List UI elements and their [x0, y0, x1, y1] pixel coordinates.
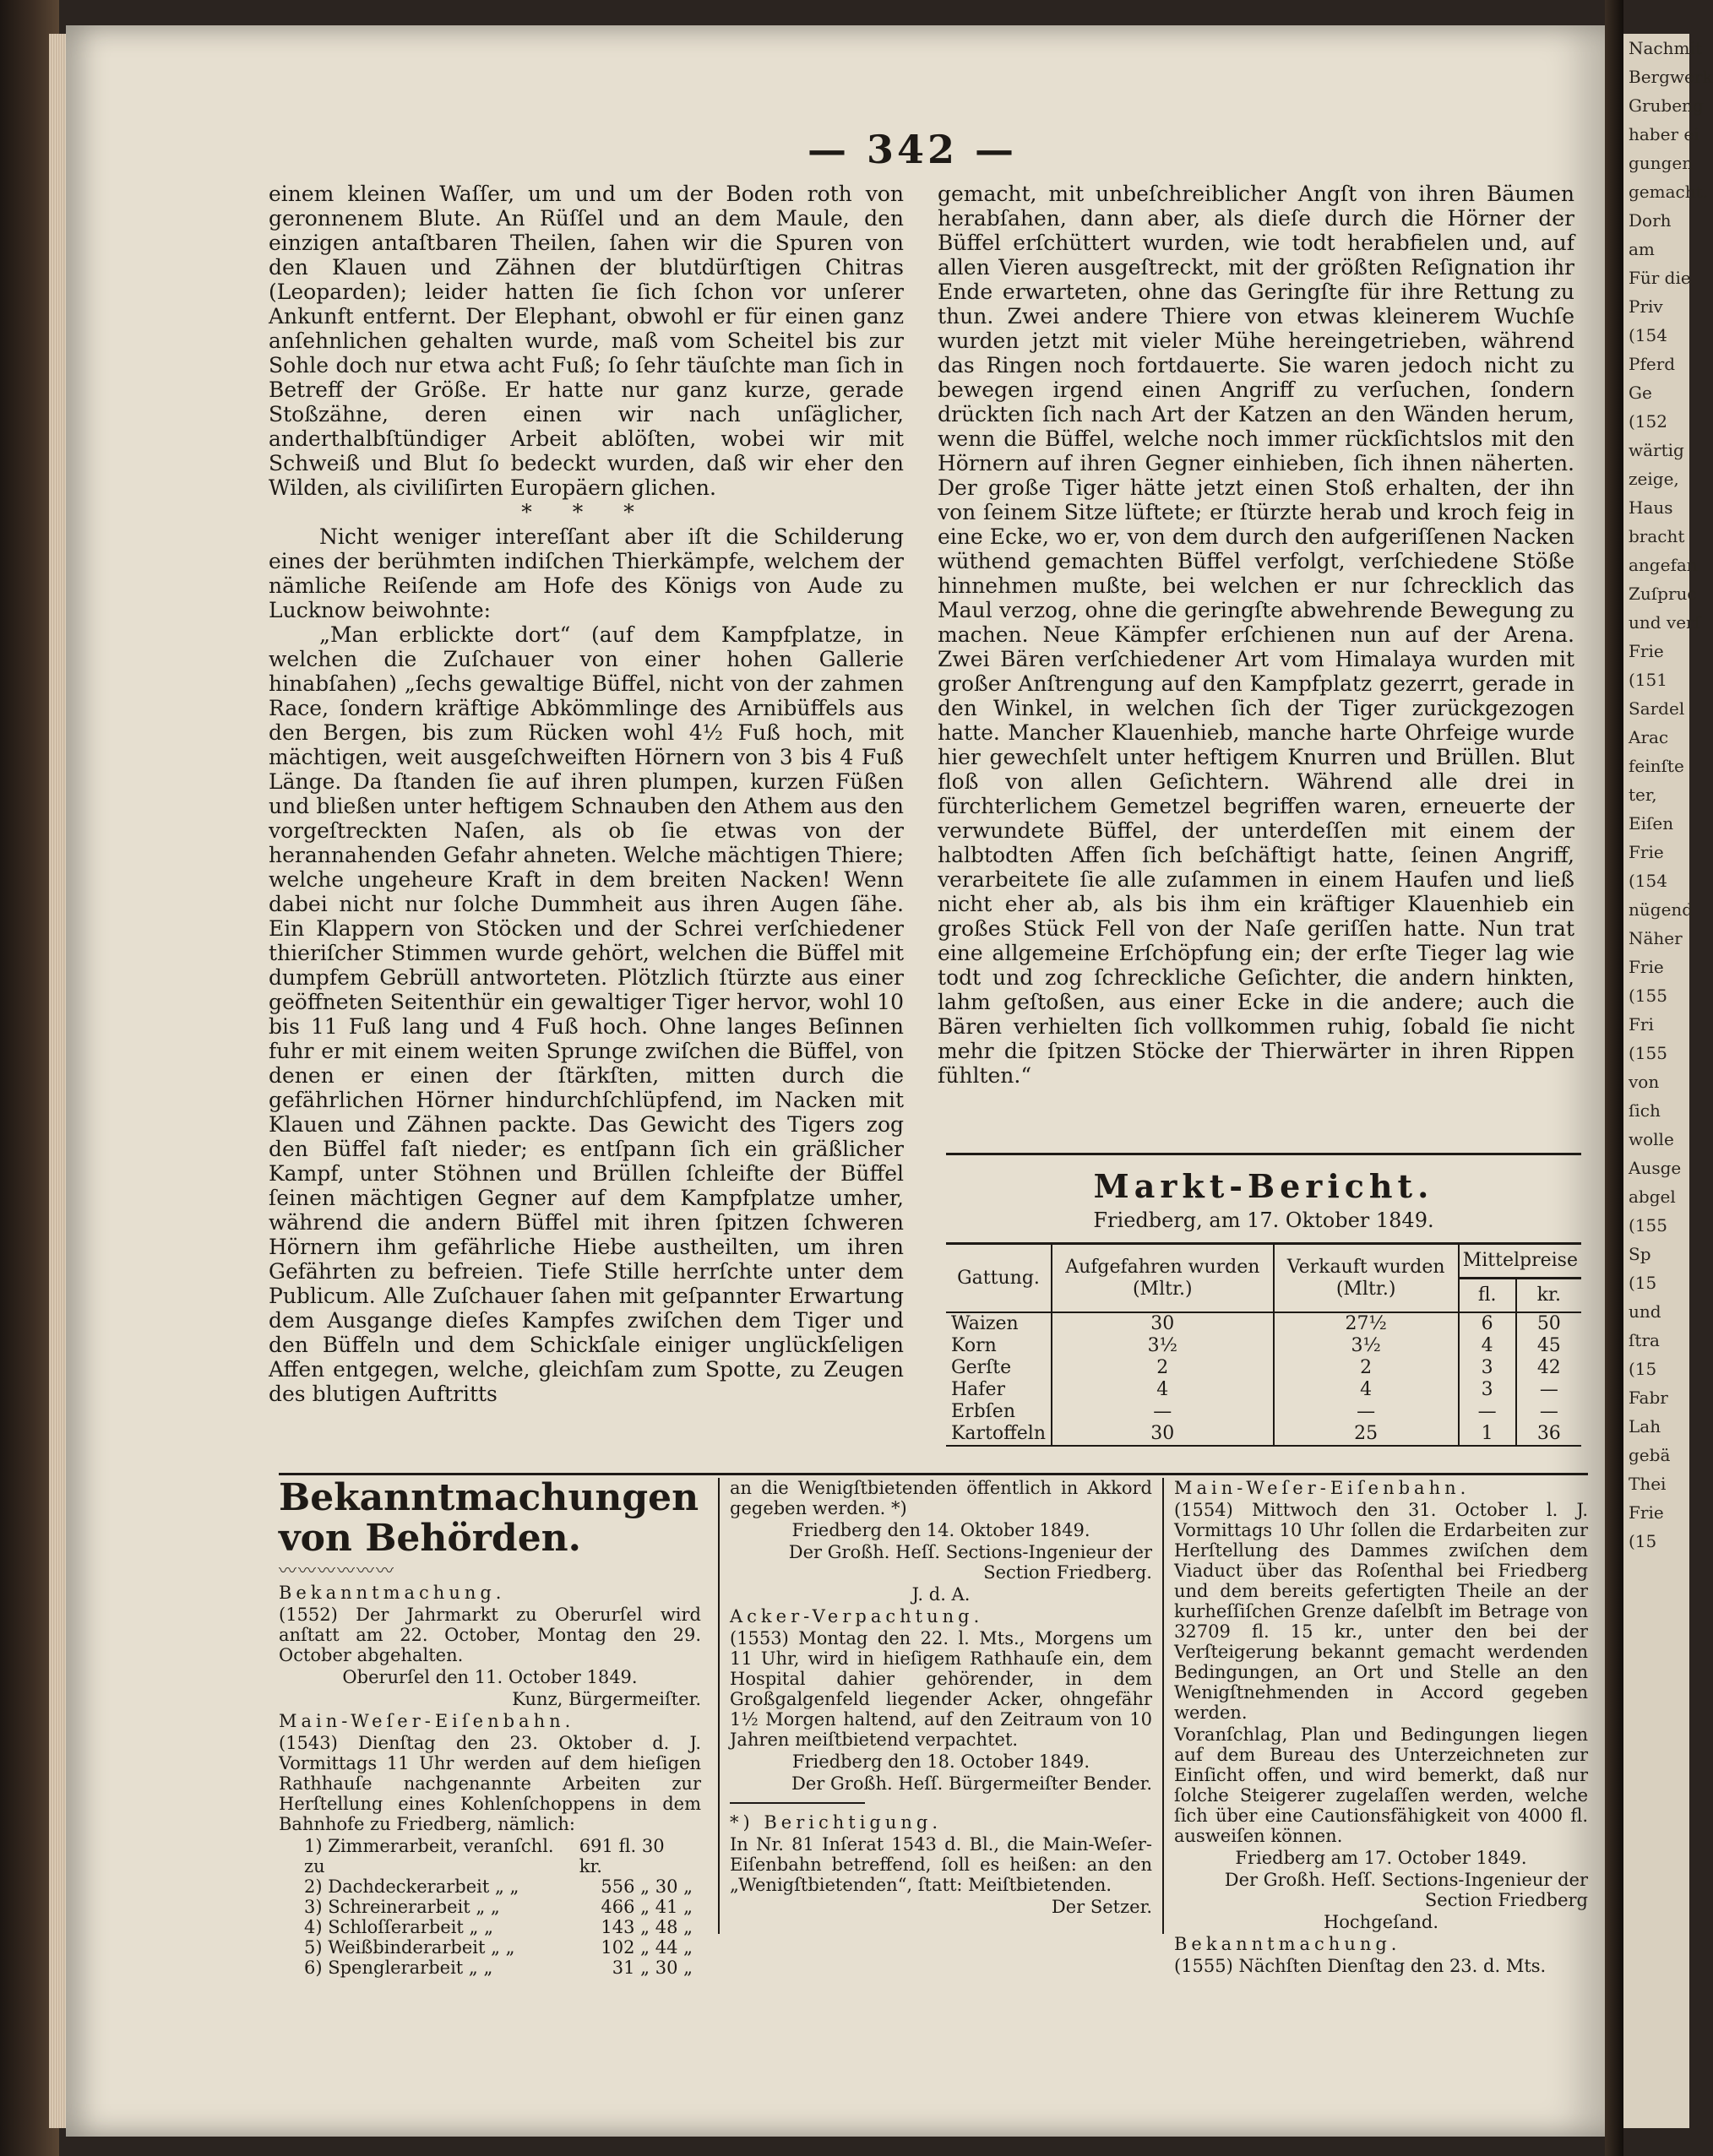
next-page-fragment: Frie: [1629, 641, 1664, 661]
column-rule: [1162, 1478, 1164, 1934]
table-row: [946, 1379, 1581, 1401]
list-item: [279, 1958, 701, 1978]
divider: [946, 1153, 1581, 1155]
cell-auf: 30: [1052, 1312, 1274, 1335]
header-aufgefahren: Aufgefahren wurden (Mltr.): [1052, 1244, 1274, 1313]
header-gattung: Gattung.: [946, 1244, 1052, 1313]
work-amount: 691 fl. 30 kr.: [579, 1836, 665, 1876]
next-page-fragment: Grubeng: [1629, 95, 1704, 116]
column-rule: [718, 1478, 720, 1934]
divider: [279, 1473, 1588, 1475]
next-page-fragment: Ge: [1629, 383, 1652, 403]
market-table: [946, 1242, 1581, 1447]
work-label: 6) Spenglerarbeit „ „: [304, 1958, 493, 1978]
right-column: [938, 182, 1574, 1088]
next-page-fragment: Fri: [1629, 1014, 1654, 1035]
header-verkauft: Verkauft wurden (Mltr.): [1274, 1244, 1459, 1313]
next-page-fragment: Haus: [1629, 497, 1673, 518]
market-date: Friedberg, am 17. Oktober 1849.: [1093, 1208, 1434, 1232]
cell-fl: 4: [1459, 1335, 1516, 1357]
ad-signature: J. d. A.: [911, 1584, 971, 1605]
separator-stars: * * *: [521, 500, 651, 524]
ad-signature: Der Großh. Heſſ. Sections-Ingenieur der Section Friedberg.: [788, 1542, 1152, 1583]
cell-fl: 6: [1459, 1312, 1516, 1335]
ad-heading: Main-Weſer-Eiſenbahn.: [279, 1711, 575, 1731]
next-page-fragment: Ausge: [1629, 1158, 1682, 1178]
work-label: 4) Schloſſerarbeit „ „: [304, 1917, 493, 1937]
next-page-fragment: ſtra: [1629, 1330, 1660, 1350]
next-page-fragment: Lah: [1629, 1416, 1661, 1436]
next-page-fragment: Sp: [1629, 1244, 1651, 1264]
section-title: Bekanntmachungen von Behörden.: [279, 1476, 699, 1560]
ornament: 〰〰〰〰〰〰: [279, 1561, 395, 1581]
next-page-fragment: (151: [1629, 670, 1667, 690]
divider: [730, 1802, 865, 1804]
correction-signature: Der Setzer.: [1051, 1897, 1152, 1917]
next-page-fragment: Näher: [1629, 928, 1683, 948]
cell-auf: 3½: [1052, 1335, 1274, 1357]
cell-fl: —: [1459, 1401, 1516, 1423]
next-page-fragment: gebä: [1629, 1445, 1671, 1465]
cell-verk: 25: [1274, 1423, 1459, 1446]
paragraph: einem kleinen Waſſer, um und um der Boden roth von geronnenem Blute. An Rüſſel und an dem Maule, den einzigen antaſtbaren Theilen, ſahen wir die Spuren von den Klauen und Zähnen der blutdürſtigen Chitras (Leoparden); leider hatten ſie ſich ſchon vor unſerer Ankunft entfernt. Der Elephant, obwohl er für einen ganz anſehnlichen gehalten wurde, maß vom Scheitel bis zur Sohle doch nur etwa acht Fuß; ſo ſehr täuſchte man ſich in Betreff der Größe. Er hatte nur ganz kurze, gerade Stoßzähne, deren einen wir nach unſäglicher, anderthalbſtündiger Arbeit ablöſten, wobei wir mit Schweiß und Blut ſo bedeckt wurden, daß wir eher den Wilden, als civiliſirten Europäern glichen.: [269, 182, 904, 500]
next-page-edge: [1623, 34, 1713, 2128]
cell-auf: 30: [1052, 1423, 1274, 1446]
next-page-fragment: haber ei: [1629, 124, 1699, 144]
work-amount: 31 „ 30 „: [612, 1958, 693, 1978]
cell-kr: —: [1516, 1379, 1581, 1401]
next-page-fragment: Dorh: [1629, 210, 1672, 231]
ad-signature-name: Hochgeſand.: [1323, 1912, 1439, 1932]
next-page-fragment: Nachmit: [1629, 38, 1702, 58]
next-page-fragment: (155: [1629, 986, 1667, 1006]
next-page-fragment: gemacht.: [1629, 182, 1709, 202]
cell-verk: 2: [1274, 1357, 1459, 1379]
cell-name: Korn: [951, 1335, 997, 1356]
cell-kr: 36: [1516, 1423, 1581, 1446]
next-page-fragment: Bergwerk: [1629, 67, 1713, 87]
ad-text: Voranſchlag, Plan und Bedingungen liegen auf dem Bureau des Unterzeichneten zur Einſicht offen, und wird bemerkt, daß nur ſolche Steigerer zugelaſſen werden, welche ſich über eine Cautionsfähigkeit von 4000 fl. ausweiſen können.: [1174, 1724, 1588, 1846]
next-page-fragment: Für die: [1629, 268, 1691, 288]
next-page-fragment: (154: [1629, 325, 1667, 345]
cell-auf: —: [1052, 1401, 1274, 1423]
next-page-fragment: feinſte: [1629, 756, 1684, 776]
list-item: [279, 1836, 701, 1876]
ad-signature: Kunz, Bürgermeiſter.: [512, 1689, 701, 1709]
next-page-fragment: von: [1629, 1072, 1660, 1092]
ad-heading: Main-Weſer-Eiſenbahn.: [1174, 1478, 1471, 1498]
cell-kr: 42: [1516, 1357, 1581, 1379]
next-page-fragment: Pferd: [1629, 354, 1676, 374]
list-item: [279, 1917, 701, 1937]
work-amount: 102 „ 44 „: [601, 1937, 693, 1958]
table-row: [946, 1401, 1581, 1423]
next-page-fragment: gungen: [1629, 153, 1694, 173]
ad-text: (1543) Dienſtag den 23. Oktober d. J. Vormittags 11 Uhr werden auf dem hieſigen Rathhauſe nachgenannte Arbeiten zur Herſtellung eines Kohlenſchoppens in dem Bahnhofe zu Friedberg, nämlich:: [279, 1733, 701, 1834]
cell-kr: —: [1516, 1401, 1581, 1423]
header-mittelpreise: Mittelpreise: [1459, 1244, 1581, 1279]
work-amount: 466 „ 41 „: [601, 1897, 693, 1917]
next-page-fragment: Arac: [1629, 727, 1669, 747]
market-report: [946, 1153, 1581, 1447]
next-page-fragment: Fabr: [1629, 1388, 1668, 1408]
ads-column-right: [1174, 1478, 1588, 1978]
next-page-fragment: wolle: [1629, 1129, 1674, 1149]
cell-name: Waizen: [951, 1313, 1019, 1334]
cell-fl: 3: [1459, 1379, 1516, 1401]
cell-verk: 3½: [1274, 1335, 1459, 1357]
work-label: 1) Zimmerarbeit, veranſchl. zu: [304, 1836, 554, 1876]
next-page-fragment: angefan: [1629, 555, 1698, 575]
book-gutter: [1605, 0, 1623, 2156]
next-page-fragment: (15: [1629, 1273, 1657, 1293]
paragraph: gemacht, mit unbeſchreiblicher Angſt von ihren Bäumen herabſahen, dann aber, als dieſe durch die Hörner der Büffel erſchüttert wurden, wie todt herabfielen und, auf allen Vieren ausgeſtreckt, mit der größten Reſignation ihr Ende erwarteten, ohne das Geringſte für ihre Rettung zu thun. Zwei andere Thiere von etwas kleinerem Wuchſe wurden jetzt mit vieler Mühe hereingetrieben, während das Ringen noch fortdauerte. Sie waren jedoch nicht zu bewegen irgend einen Angriff zu verſuchen, ſondern drückten ſich nach Art der Katzen an den Wänden herum, wenn die Büffel, welche noch immer rückſichtslos mit den Hörnern auf ihren Gegner einhieben, ſich ihnen näherten. Der große Tiger hätte jetzt einen Stoß erhalten, der ihn von ſeinem Sitze lüftete; er ſtürzte herab und kroch feig in eine Ecke, wo er, von dem durch den aufgeriſſenen Nacken wüthend gemachten Büffel verfolgt, verſchiedene Stöße hinnehmen mußte, bei welchen er nur ſchrecklich das Maul verzog, ohne die geringſte abwehrende Bewegung zu machen. Neue Kämpfer erſchienen nun auf der Arena. Zwei Bären verſchiedener Art vom Himalaya wurden mit großer Anſtrengung auf den Kampfplatz gezerrt, gerade in den Winkel, in welchen ſich der Tiger zurückgezogen hatte. Mancher Klauenhieb, manche harte Ohrfeige wurde hier gewechſelt unter heftigem Knurren und Brüllen. Blut floß von allen Geſichtern. Während alle drei in fürchterlichem Gemetzel begriffen waren, erneuerte der verwundete Büffel, der unterdeſſen mit einem der halbtodten Affen ſich beſchäftigt hatte, ſeinen Angriff, verarbeitete ſie alle zuſammen in einem Haufen und ließ nicht eher ab, als bis ihm ein kräftiger Klauenhieb ein großes Stück Fell von der Naſe geriſſen hatte. Nun trat eine allgemeine Erſchöpfung ein; der erſte Tieger lag wie todt und zog ſchreckliche Geſichter, die andern hinkten, lahm geſtoßen, aus einer Ecke in die andere; auch die Bären verhielten ſich vollkommen ruhig, ſobald ſie nicht mehr die ſpitzen Stöcke der Thierwärter in ihren Rippen fühlten.“: [938, 182, 1574, 1088]
ad-heading: Bekanntmachung.: [279, 1583, 506, 1603]
ad-heading: Bekanntmachung.: [1174, 1934, 1401, 1954]
next-page-fragment: Thei: [1629, 1474, 1667, 1494]
work-label: 2) Dachdeckerarbeit „ „: [304, 1876, 519, 1897]
cell-name: Gerſte: [951, 1357, 1012, 1378]
ad-signature: Der Großh. Heſſ. Sections-Ingenieur der Section Friedberg: [1224, 1870, 1588, 1910]
left-column: [269, 182, 904, 1406]
cell-auf: 4: [1052, 1379, 1274, 1401]
ad-date: Friedberg den 18. October 1849.: [791, 1751, 1090, 1772]
page-edges: [49, 34, 68, 2128]
cell-kr: 45: [1516, 1335, 1581, 1357]
header-fl: fl.: [1459, 1279, 1516, 1313]
next-page-fragment: ter,: [1629, 785, 1657, 805]
cell-fl: 1: [1459, 1423, 1516, 1446]
ad-text: (1555) Nächſten Dienſtag den 23. d. Mts.: [1174, 1956, 1547, 1976]
next-page-fragment: Eiſen: [1629, 813, 1674, 834]
next-page-fragment: Priv: [1629, 296, 1663, 317]
ads-column-left: [279, 1478, 701, 1978]
cell-verk: 27½: [1274, 1312, 1459, 1335]
next-page-fragment: (15: [1629, 1359, 1657, 1379]
next-page-fragment: ſich: [1629, 1100, 1661, 1121]
correction-text: In Nr. 81 Inſerat 1543 d. Bl., die Main-Weſer-Eiſenbahn betreffend, ſoll es heißen: an den „Wenigſtbietenden“, ſtatt: Meiſtbietenden.: [730, 1834, 1152, 1895]
work-label: 5) Weißbinderarbeit „ „: [304, 1937, 515, 1958]
next-page-fragment: Frie: [1629, 842, 1664, 862]
ad-signature: Der Großh. Heſſ. Bürgermeiſter Bender.: [791, 1773, 1152, 1794]
correction-heading: *) Berichtigung.: [730, 1812, 943, 1833]
cell-name: Hafer: [951, 1379, 1005, 1400]
next-page-fragment: Frie: [1629, 957, 1664, 977]
cell-fl: 3: [1459, 1357, 1516, 1379]
next-page-fragment: (155: [1629, 1043, 1667, 1063]
ad-date: Oberurſel den 11. October 1849.: [342, 1667, 638, 1687]
work-amount: 143 „ 48 „: [601, 1917, 693, 1937]
next-page-fragment: Sardel: [1629, 698, 1685, 719]
cell-name: Kartoffeln: [946, 1423, 1052, 1446]
next-page-fragment: (15: [1629, 1531, 1657, 1551]
list-item: [279, 1897, 701, 1917]
cell-kr: 50: [1516, 1312, 1581, 1335]
list-item: [279, 1937, 701, 1958]
next-page-fragment: Zuſpruc: [1629, 584, 1697, 604]
ad-text: an die Wenigſtbietenden öffentlich in Akkord gegeben werden. *): [730, 1478, 1152, 1518]
market-title: Markt-Bericht.: [1093, 1167, 1434, 1205]
work-amount: 556 „ 30 „: [601, 1876, 693, 1897]
ad-text: (1553) Montag den 22. l. Mts., Morgens um 11 Uhr, wird in hieſigem Rathhauſe ein, dem Hospital dahier gehörender, in dem Großgalgenfeld liegender Acker, ohngefähr 1½ Morgen haltend, auf den Zeitraum von 10 Jahren meiſtbietend verpachtet.: [730, 1628, 1152, 1750]
work-label: 3) Schreinerarbeit „ „: [304, 1897, 500, 1917]
next-page-fragment: wärtig: [1629, 440, 1684, 460]
ad-date: Friedberg den 14. Oktober 1849.: [791, 1520, 1090, 1540]
next-page-fragment: zeige,: [1629, 469, 1679, 489]
table-row: [946, 1423, 1581, 1446]
ad-date: Friedberg am 17. October 1849.: [1235, 1848, 1527, 1868]
next-page-fragment: Frie: [1629, 1502, 1664, 1523]
paragraph: „Man erblickte dort“ (auf dem Kampfplatze, in welchen die Zuſchauer von einer hohen Gallerie hinabſahen) „ſechs gewaltige Büffel, nicht von der zahmen Race, ſondern kräftige Abkömmlinge des Arnibüffels aus den Bergen, bis zum Rücken wohl 4½ Fuß hoch, mit mächtigen, weit ausgeſchweiften Hörnern von 3 bis 4 Fuß Länge. Da ſtanden ſie auf ihren plumpen, kurzen Füßen und bließen unter heftigem Schnauben den Athem aus den vorgeſtreckten Naſen, als ob ſie etwas von der herannahenden Gefahr ahneten. Welche mächtigen Thiere; welche ungeheure Kraft in dem breiten Nacken! Wenn dabei nicht nur ſolche Dummheit aus ihren Augen ſähe. Ein Klappern von Stöcken und der Schrei verſchiedener thieriſcher Stimmen wurde gehört, welchen die Büffel mit dumpfem Gebrüll antworteten. Plötzlich ſtürzte aus einer geöffneten Seitenthür ein gewaltiger Tiger hervor, wohl 10 bis 11 Fuß lang und 4 Fuß hoch. Ohne langes Beſinnen fuhr er mit einem weiten Sprunge zwiſchen die Büffel, von denen er einen der ſtärkſten, mitten durch die gefährlichen Hörner hindurchſchlüpfend, im Nacken mit Klauen und Zähnen packte. Das Gewicht des Tigers zog den Büffel faſt nieder; es entſpann ſich ein gräßlicher Kampf, unter Stöhnen und Brüllen ſchleifte der Büffel ſeinen mächtigen Gegner auf dem Kampfplatze umher, während die andern Büffel mit ihren ſpitzen ſchweren Hörnern ihm gefährliche Hiebe austheilten, um ihren Gefährten zu befreien. Tiefe Stille herrſchte unter dem Publicum. Alle Zuſchauer ſahen mit geſpannter Erwartung dem Ausgange dieſes Kampfes zwiſchen dem Tiger und den Büffeln und dem Schickſale einiger unglückſeligen Affen entgegen, welche, gleichſam zum Spotte, zu Zeugen des blutigen Auftritts: [269, 622, 904, 1406]
next-page-fragment: am: [1629, 239, 1655, 259]
ad-text: (1552) Der Jahrmarkt zu Oberurſel wird anſtatt am 22. October, Montag den 29. October abgehalten.: [279, 1605, 701, 1665]
ads-column-middle: [730, 1478, 1152, 1919]
cell-verk: —: [1274, 1401, 1459, 1423]
cell-verk: 4: [1274, 1379, 1459, 1401]
table-row: [946, 1357, 1581, 1379]
next-page-fragment: abgel: [1629, 1187, 1676, 1207]
ad-heading: Acker-Verpachtung.: [730, 1606, 984, 1627]
cell-auf: 2: [1052, 1357, 1274, 1379]
next-page-fragment: (152: [1629, 411, 1667, 432]
next-page-fragment: (155: [1629, 1215, 1667, 1235]
next-page-fragment: und: [1629, 1301, 1661, 1322]
paragraph: Nicht weniger intereſſant aber iſt die Schilderung eines der berühmten indiſchen Thierkämpfe, welchem der nämliche Reiſende am Hofe des Königs von Aude zu Lucknow beiwohnte:: [269, 524, 904, 622]
cell-name: Erbſen: [951, 1401, 1015, 1422]
next-page-fragment: (154: [1629, 871, 1667, 891]
table-row: [946, 1335, 1581, 1357]
ad-text: (1554) Mittwoch den 31. October l. J. Vormittags 10 Uhr ſollen die Erdarbeiten zur Herſtellung des Dammes zwiſchen dem Viaduct über das Roſenthal bei Friedberg und dem bereits gefertigten Theile an der kurheſſiſchen Grenze daſelbſt im Betrage von 32709 fl. 15 kr., unter den bei der Verſteigerung bekannt gemacht werdenden Bedingungen, an Ort und Stelle an den Wenigſtnehmenden in Accord gegeben werden.: [1174, 1500, 1588, 1723]
next-page-fragment: nügend: [1629, 899, 1694, 920]
list-item: [279, 1876, 701, 1897]
table-row: [946, 1312, 1581, 1335]
page-number: — 342 —: [807, 127, 1018, 172]
header-kr: kr.: [1516, 1279, 1581, 1313]
next-page-fragment: bracht: [1629, 526, 1685, 546]
next-page-fragment: und verſ: [1629, 612, 1701, 633]
